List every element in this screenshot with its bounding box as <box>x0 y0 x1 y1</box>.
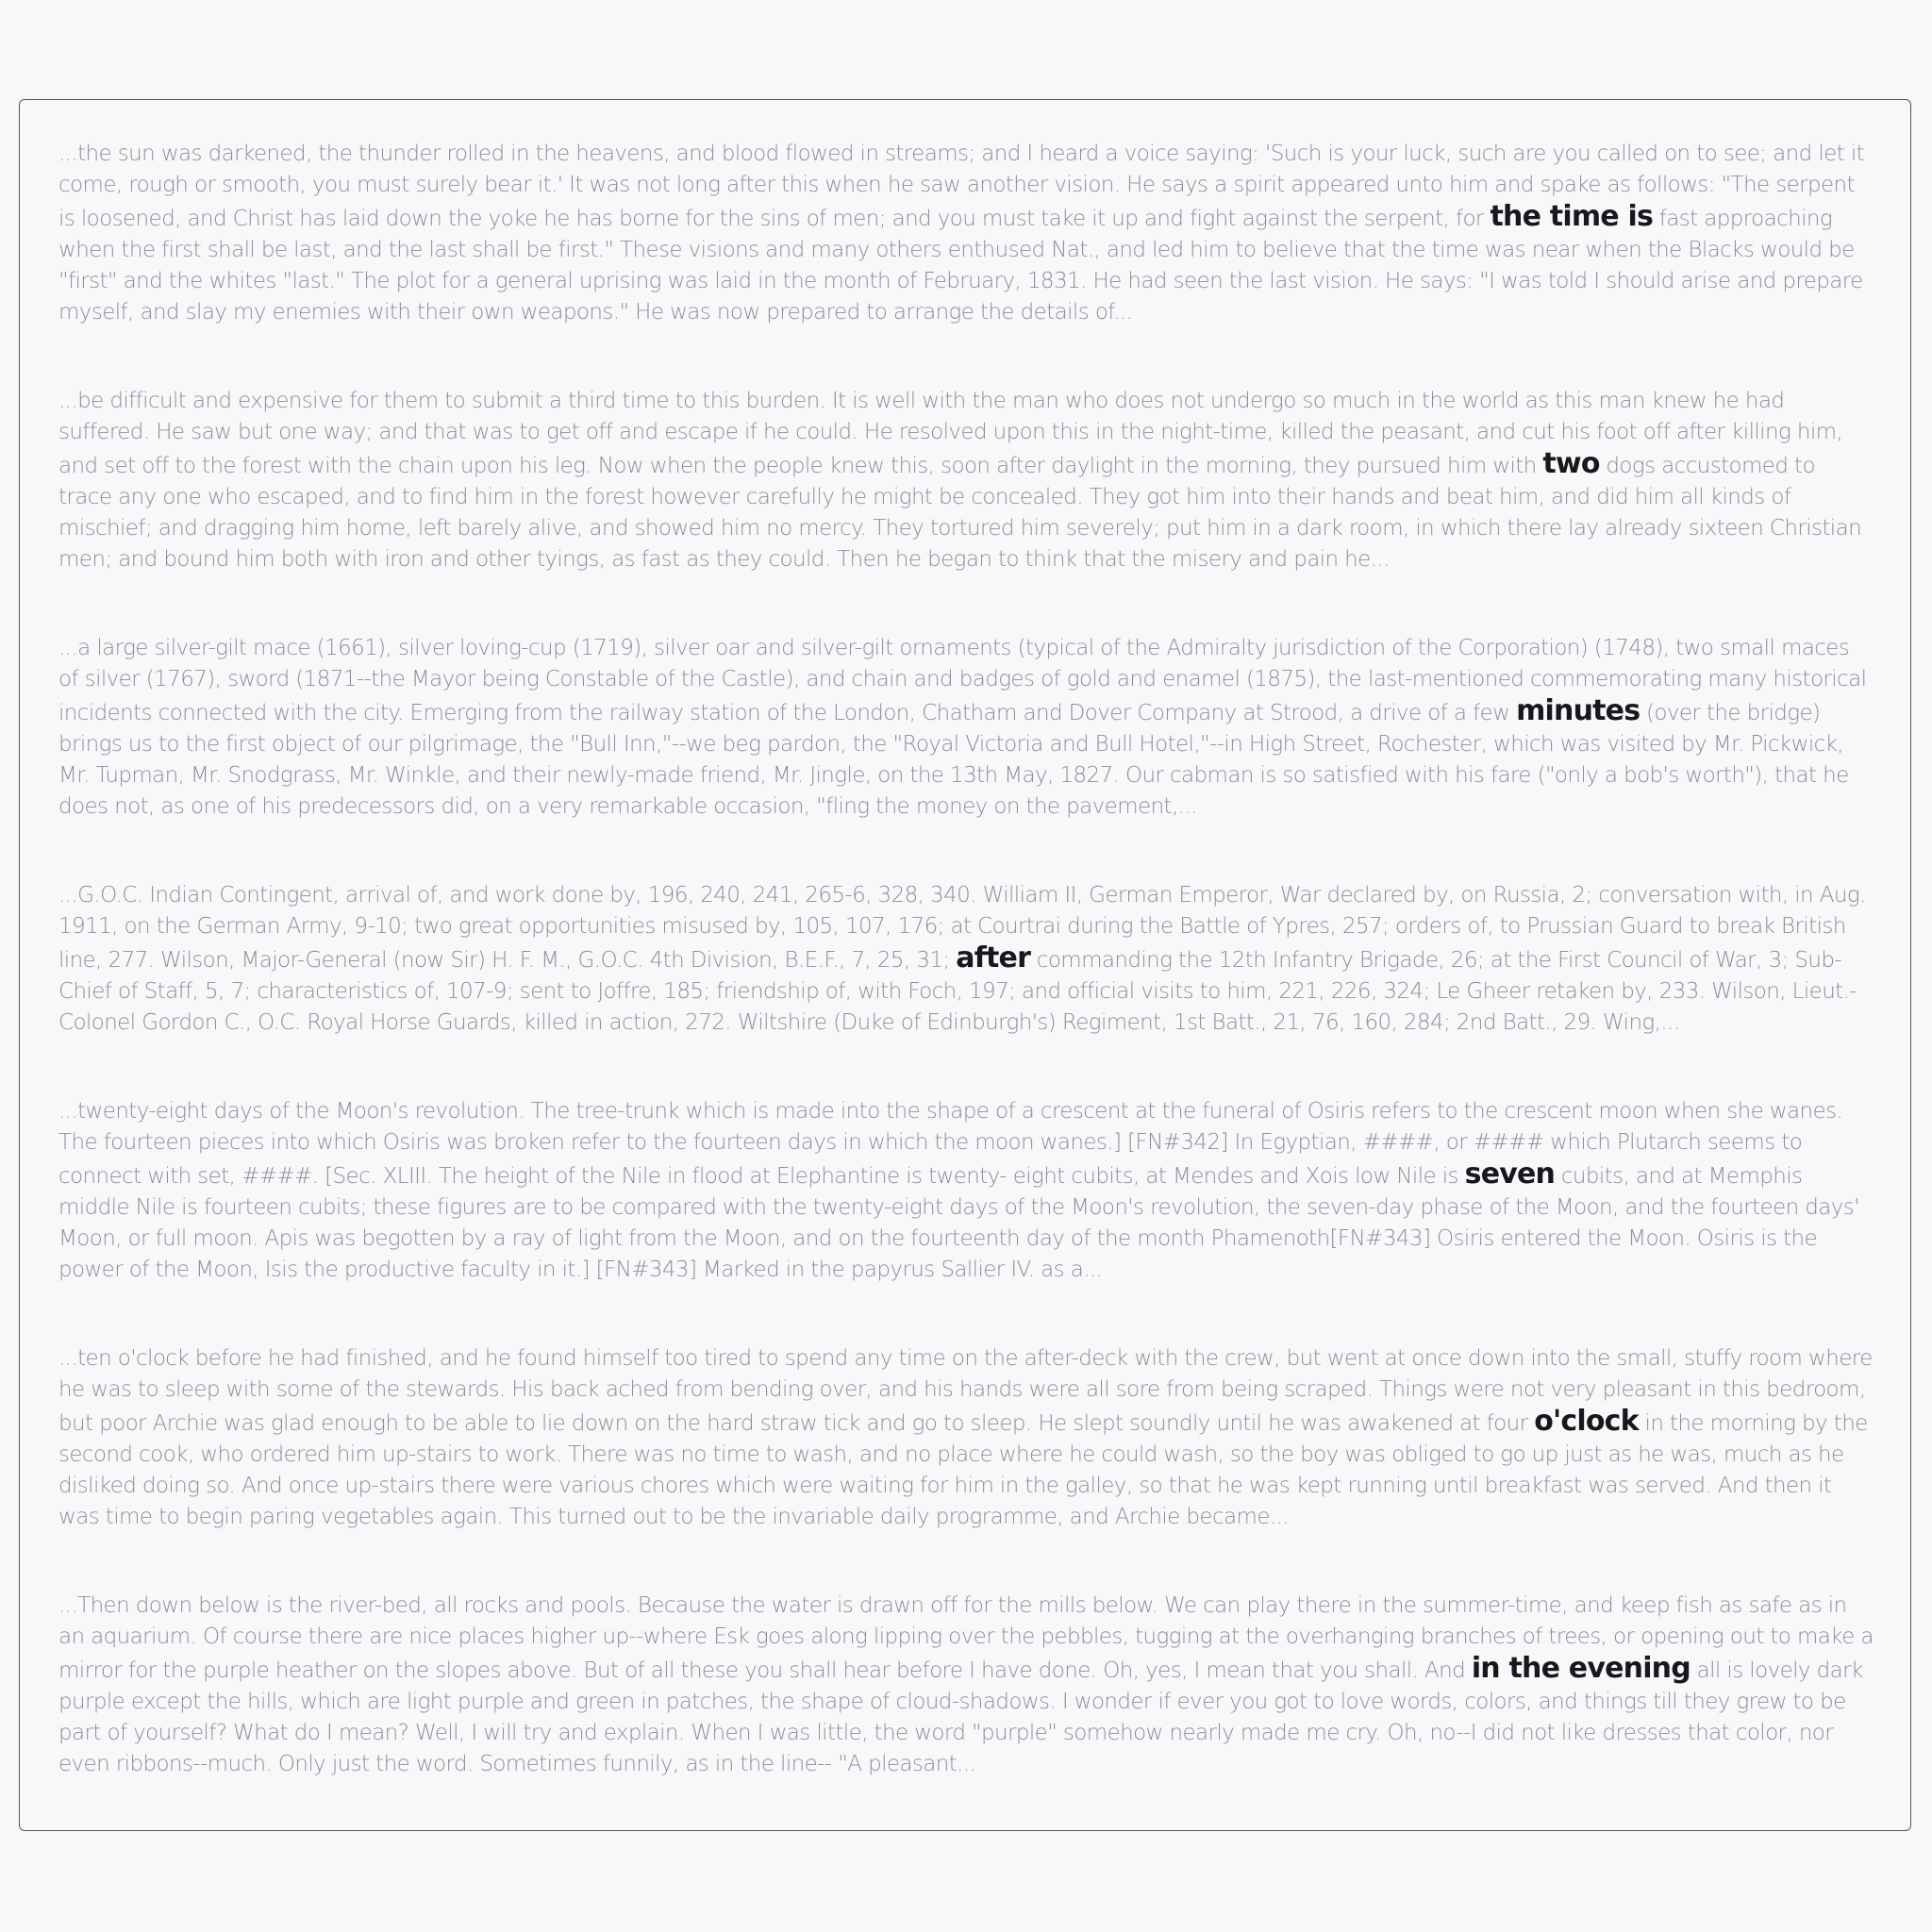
snippet-list <box>58 139 1874 1838</box>
snippet <box>58 633 1874 823</box>
snippet-text-before: ...be difficult and expensive for them to submit a third time to this burden. It is well with the man who does not undergo so much in the world as this man knew he had suffered. He saw but one way; and that was to get off and escape if he could. He resolved upon this in the night-time, killed the peasant, and cut his foot off after killing him, and set off to the forest with the chain upon his leg. Now when the people knew this, soon after daylight in the morning, they pursued him with <box>58 389 1843 478</box>
snippet-text-before: ...the sun was darkened, the thunder rolled in the heavens, and blood flowed in streams; and I heard a voice saying: 'Such is your luck, such are you called on to see; and let it come, rough or smooth, you must surely bear it.' It was not long after this when he saw another vision. He says a spirit appeared unto him and spake as follows: "The serpent is loosened, and Christ has laid down the yoke he has borne for the sins of men; and you must take it up and fight against the serpent, for <box>58 142 1865 231</box>
snippet-text-after: (over the bridge) brings us to the first object of our pilgrimage, the "Bull Inn,"--we beg pardon, the "Royal Victoria and Bull Hotel,"--in High Street, Rochester, which was visited by Mr. Pickwick, Mr. Tupman, Mr. Snodgrass, Mr. Winkle, and their newly-made friend, Mr. Jingle, on the 13th May, 1827. Our cabman is so satisfied with his fare ("only a bob's worth"), that he does not, as one of his predecessors did, on a very remarkable occasion, "fling the money on the pavement,... <box>58 701 1849 819</box>
snippet-highlight: after <box>956 941 1031 974</box>
snippet <box>58 1591 1874 1780</box>
snippet-text-after: all is lovely dark purple except the hills, which are light purple and green in patches, the shape of cloud-shadows. I wonder if ever you got to love words, colors, and things till they grew to be part of yourself? What do I mean? Well, I will try and explain. When I was little, the word "purple" somehow nearly made me cry. Oh, no--I did not like dresses that color, nor even ribbons--much. Only just the word. Sometimes funnily, as in the line-- "A pleasant... <box>58 1658 1863 1776</box>
snippet <box>58 1343 1874 1533</box>
snippet <box>58 880 1874 1039</box>
snippet-text-after: fast approaching when the first shall be last, and the last shall be first." These visions and many others enthused Nat., and led him to believe that the time was near when the Blacks would be "first" and the whites "last." The plot for a general uprising was laid in the month of February, 1831. He had seen the last vision. He says: "I was told I should arise and prepare myself, and slay my enemies with their own weapons." He was now prepared to arrange the details of... <box>58 207 1863 325</box>
snippet-highlight: in the evening <box>1471 1652 1690 1685</box>
snippet-text-before: ...Then down below is the river-bed, all rocks and pools. Because the water is drawn off for the mills below. We can play there in the summer-time, and keep fish as safe as in an aquarium. Of course there are nice places higher up--where Esk goes along lipping over the pebbles, tugging at the overhanging branches of trees, or opening out to make a mirror for the purple heather on the slopes above. But of all these you shall hear before I have done. Oh, yes, I mean that you shall. And <box>58 1593 1874 1683</box>
snippet-text-after: dogs accustomed to trace any one who escaped, and to find him in the forest however carefully he might be concealed. They got him into their hands and beat him, and did him all kinds of mischief; and dragging him home, left barely alive, and showed him no mercy. They tortured him severely; put him in a dark room, in which there lay already sixteen Christian men; and bound him both with iron and other tyings, as fast as they could. Then he began to think that the misery and pain he... <box>58 454 1862 572</box>
snippet-text-after: commanding the 12th Infantry Brigade, 26; at the First Council of War, 3; Sub-Chief of Staff, 5, 7; characteristics of, 107-9; sent to Joffre, 185; friendship of, with Foch, 197; and official visits to him, 221, 226, 324; Le Gheer retaken by, 233. Wilson, Lieut.-Colonel Gordon C., O.C. Royal Horse Guards, killed in action, 272. Wiltshire (Duke of Edinburgh's) Regiment, 1st Batt., 21, 76, 160, 284; 2nd Batt., 29. Wing,... <box>58 948 1857 1035</box>
snippet <box>58 386 1874 575</box>
snippet-highlight: the time is <box>1490 200 1654 233</box>
snippet-text-before: ...ten o'clock before he had finished, and he found himself too tired to spend any time on the after-deck with the crew, but went at once down into the small, stuffy room where he was to sleep with some of the stewards. His back ached from bending over, and his hands were all sore from being scraped. Things were not very pleasant in this bedroom, but poor Archie was glad enough to be able to lie down on the hard straw tick and go to sleep. He slept soundly until he was awakened at four <box>58 1346 1873 1436</box>
snippet-highlight: two <box>1542 447 1600 480</box>
snippet-text-after: cubits, and at Memphis middle Nile is fourteen cubits; these figures are to be compared with the twenty-eight days of the Moon's revolution, the seven-day phase of the Moon, and the fourteen days' Moon, or full moon. Apis was begotten by a ray of light from the Moon, and on the fourteenth day of the month Phamenoth[FN#343] Osiris entered the Moon. Osiris is the power of the Moon, Isis the productive faculty in it.] [FN#343] Marked in the papyrus Sallier IV. as a... <box>58 1164 1859 1282</box>
snippet-highlight: seven <box>1464 1158 1556 1191</box>
snippet <box>58 1096 1874 1286</box>
snippet-highlight: o'clock <box>1534 1405 1639 1438</box>
snippet-text-after: in the morning by the second cook, who ordered him up-stairs to work. There was no time to wash, and no place where he could wash, so the boy was obliged to go up just as he was, much as he disliked doing so. And once up-stairs there were various chores which were waiting for him in the galley, so that he was kept running until breakfast was served. And then it was time to begin paring vegetables again. This turned out to be the invariable daily programme, and Archie became... <box>58 1411 1868 1529</box>
snippet-text-before: ...a large silver-gilt mace (1661), silver loving-cup (1719), silver oar and silver-gilt ornaments (typical of the Admiralty jurisdiction of the Corporation) (1748), two small maces of silver (1767), sword (1871--the Mayor being Constable of the Castle), and chain and badges of gold and enamel (1875), the last-mentioned commemorating many historical incidents connected with the city. Emerging from the railway station of the London, Chatham and Dover Company at Strood, a drive of a few <box>58 636 1867 725</box>
snippet-highlight: minutes <box>1516 694 1641 727</box>
snippet <box>58 139 1874 328</box>
snippet-text-before: ...G.O.C. Indian Contingent, arrival of, and work done by, 196, 240, 241, 265-6, 328, 340. William II, German Emperor, War declared by, on Russia, 2; conversation with, in Aug. 1911, on the German Army, 9-10; two great opportunities misused by, 105, 107, 176; at Courtrai during the Battle of Ypres, 257; orders of, to Prussian Guard to break British line, 277. Wilson, Major-General (now Sir) H. F. M., G.O.C. 4th Division, B.E.F., 7, 25, 31; <box>58 883 1866 973</box>
snippet-text-before: ...twenty-eight days of the Moon's revolution. The tree-trunk which is made into the shape of a crescent at the funeral of Osiris refers to the crescent moon when she wanes. The fourteen pieces into which Osiris was broken refer to the fourteen days in which the moon wanes.] [FN#342] In Egyptian, ####, or #### which Plutarch seems to connect with set, ####. [Sec. XLIII. The height of the Nile in flood at Elephantine is twenty- eight cubits, at Mendes and Xois low Nile is <box>58 1099 1843 1189</box>
